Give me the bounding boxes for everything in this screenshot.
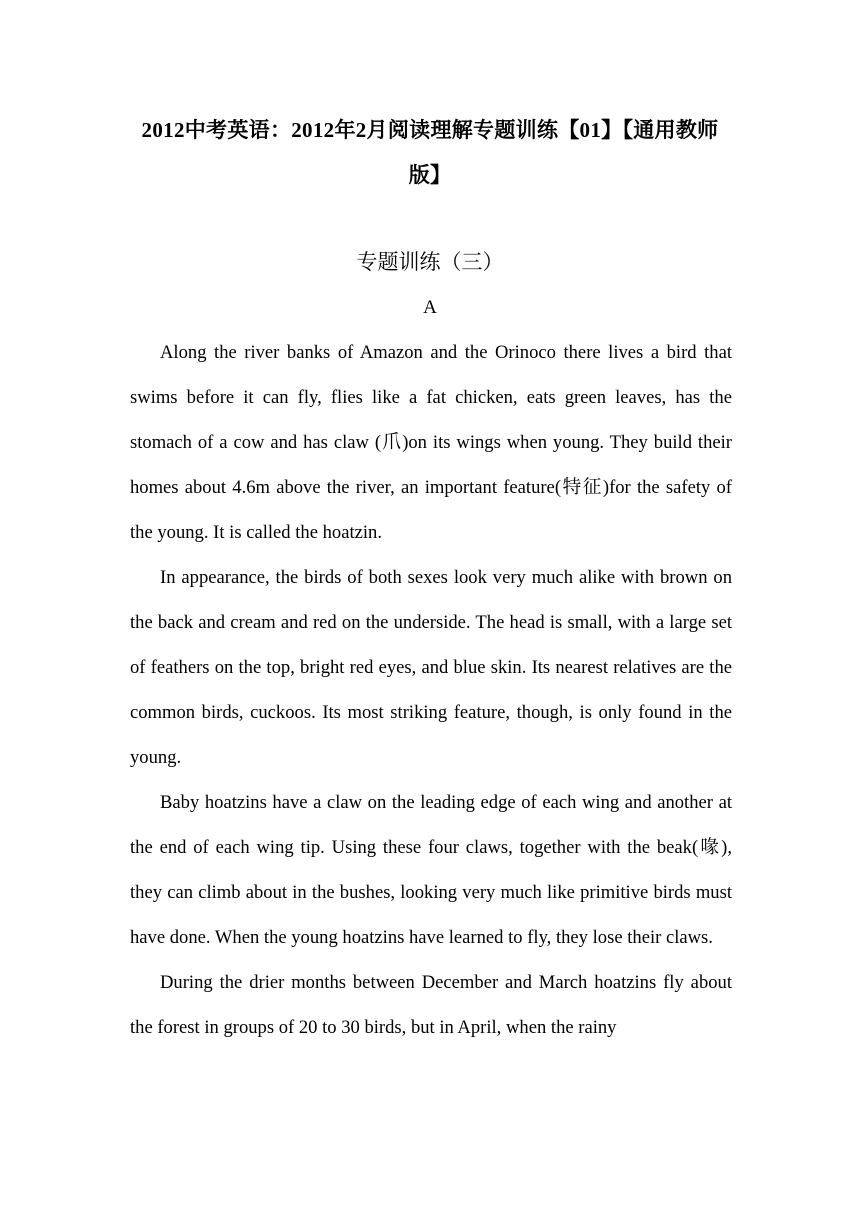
document-title: 2012中考英语：2012年2月阅读理解专题训练【01】【通用教师版】: [141, 118, 719, 187]
passage-paragraph: In appearance, the birds of both sexes look very much alike with brown on the back and cream and red on the underside. The head is small, with a large set of feathers on the top, bright red eyes, and blue skin. Its nearest relatives are the common birds, cuckoos. Its most striking feature, though, is only found in the young.: [130, 567, 732, 768]
section-heading: 专题训练（三）: [356, 250, 504, 274]
reading-passage: [130, 330, 732, 1050]
passage-paragraph: Along the river banks of Amazon and the Orinoco there lives a bird that swims before it can fly, flies like a fat chicken, eats green leaves, has the stomach of a cow and has claw (爪)on its wings when young. They build their homes about 4.6m above the river, an important feature(特征)for the safety of the young. It is called the hoatzin.: [130, 342, 732, 543]
passage-paragraph: Baby hoatzins have a claw on the leading edge of each wing and another at the end of each wing tip. Using these four claws, together with the beak(喙), they can climb about in the bushes, looking very much like primitive birds must have done. When the young hoatzins have learned to fly, they lose their claws.: [130, 792, 732, 948]
passage-label: A: [423, 297, 437, 318]
passage-paragraph: During the drier months between December and March hoatzins fly about the forest in groups of 20 to 30 birds, but in April, when the rainy: [130, 972, 732, 1038]
